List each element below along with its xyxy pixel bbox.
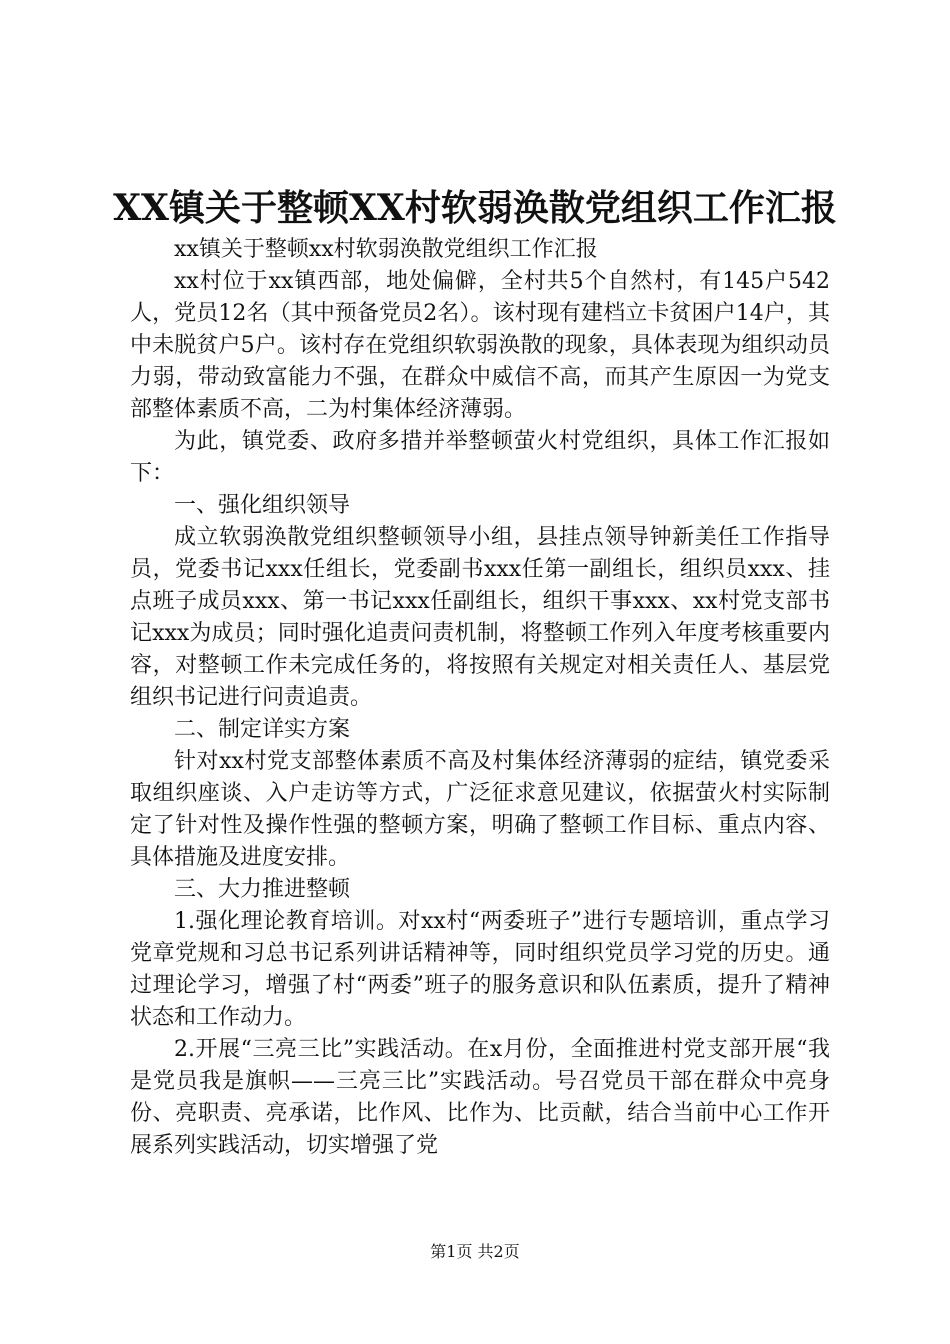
paragraph-leadership-group: 成立软弱涣散党组织整顿领导小组，县挂点领导钟新美任工作指导员，党委书记xxx任组长，党委副书xxx任第一副组长，组织员xxx、挂点班子成员xxx、第一书记xxx任副组长，组织干事xxx、xx村党支部书记xxx为成员；同时强化追责问责机制，将整顿工作列入年度考核重要内容，对整顿工作未完成任务的，将按照有关规定对相关责任人、基层党组织书记进行问责追责。: [130, 525, 830, 710]
document-title: XX镇关于整顿XX村软弱涣散党组织工作汇报: [113, 187, 837, 229]
paragraph-heading-repeat: xx镇关于整顿xx村软弱涣散党组织工作汇报: [174, 237, 598, 262]
paragraph-village-overview: xx村位于xx镇西部，地处偏僻，全村共5个自然村，有145户542人，党员12名（其中预备党员2名）。该村现有建档立卡贫困户14户，其中未脱贫户5户。该村存在党组织软弱涣散的现象，具体表现为组织动员力弱，带动致富能力不强，在群众中威信不高，而其产生原因一为党支部整体素质不高，二为村集体经济薄弱。: [130, 269, 830, 422]
paragraph-plan: 针对xx村党支部整体素质不高及村集体经济薄弱的症结，镇党委采取组织座谈、入户走访等方式，广泛征求意见建议，依据萤火村实际制定了针对性及操作性强的整顿方案，明确了整顿工作目标、重点内容、具体措施及进度安排。: [130, 749, 830, 870]
paragraph-item-1: 1.强化理论教育培训。对xx村“两委班子”进行专题培训，重点学习党章党规和习总书记系列讲话精神等，同时组织党员学习党的历史。通过理论学习，增强了村“两委”班子的服务意识和队伍素质，提升了精神状态和工作动力。: [130, 909, 830, 1030]
document-body: [130, 234, 830, 1162]
section-heading-1: 一、强化组织领导: [174, 493, 351, 518]
page-footer: 第1页 共2页: [430, 1242, 520, 1261]
paragraph-intro-measures: 为此，镇党委、政府多措并举整顿萤火村党组织，具体工作汇报如下：: [130, 429, 830, 486]
section-heading-2: 二、制定详实方案: [174, 717, 351, 742]
paragraph-item-2: 2.开展“三亮三比”实践活动。在x月份，全面推进村党支部开展“我是党员我是旗帜——三亮三比”实践活动。号召党员干部在群众中亮身份、亮职责、亮承诺，比作风、比作为、比贡献，结合当前中心工作开展系列实践活动，切实增强了党: [130, 1037, 831, 1158]
section-heading-3: 三、大力推进整顿: [174, 877, 351, 902]
